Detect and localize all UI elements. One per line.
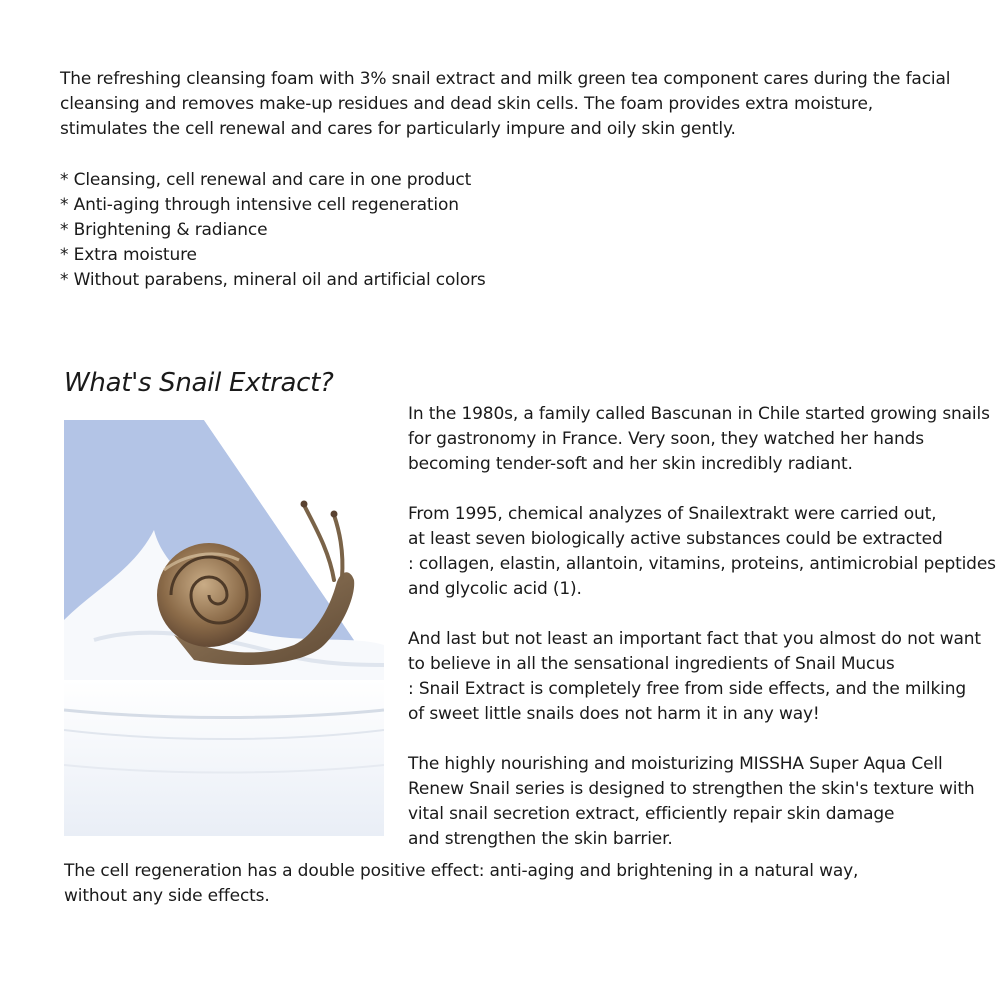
feature-item: * Cleansing, cell renewal and care in one product <box>60 170 472 190</box>
paragraph-history <box>408 402 998 477</box>
text-line: and strengthen the skin barrier. <box>408 829 673 849</box>
feature-list <box>60 168 486 293</box>
text-line: In the 1980s, a family called Bascunan in Chile started growing snails <box>408 404 990 424</box>
text-line: vital snail secretion extract, efficiently repair skin damage <box>408 804 895 824</box>
section-heading: What's Snail Extract? <box>64 368 334 398</box>
text-line: of sweet little snails does not harm it in any way! <box>408 704 820 724</box>
feature-item: * Without parabens, mineral oil and artificial colors <box>60 270 486 290</box>
text-line: From 1995, chemical analyzes of Snailextrakt were carried out, <box>408 504 937 524</box>
text-line: to believe in all the sensational ingredients of Snail Mucus <box>408 654 895 674</box>
snail-extract-text <box>408 402 998 852</box>
intro-line: cleansing and removes make-up residues and dead skin cells. The foam provides extra moisture, <box>60 94 874 114</box>
closing-line: without any side effects. <box>64 886 270 906</box>
paragraph-product <box>408 752 998 852</box>
closing-line: The cell regeneration has a double positive effect: anti-aging and brightening in a natural way, <box>64 861 859 881</box>
text-line: becoming tender-soft and her skin incredibly radiant. <box>408 454 853 474</box>
text-line: : collagen, elastin, allantoin, vitamins, proteins, antimicrobial peptides <box>408 554 996 574</box>
text-line: at least seven biologically active substances could be extracted <box>408 529 943 549</box>
intro-paragraph <box>60 67 980 142</box>
text-line: for gastronomy in France. Very soon, they watched her hands <box>408 429 924 449</box>
paragraph-analysis <box>408 502 998 602</box>
feature-item: * Brightening & radiance <box>60 220 268 240</box>
feature-item: * Extra moisture <box>60 245 197 265</box>
intro-line: The refreshing cleansing foam with 3% snail extract and milk green tea component cares during the facial <box>60 69 951 89</box>
closing-paragraph <box>64 859 964 909</box>
feature-item: * Anti-aging through intensive cell regeneration <box>60 195 459 215</box>
snail-cream-image <box>64 420 384 836</box>
text-line: and glycolic acid (1). <box>408 579 582 599</box>
intro-line: stimulates the cell renewal and cares for particularly impure and oily skin gently. <box>60 119 736 139</box>
text-line: The highly nourishing and moisturizing MISSHA Super Aqua Cell <box>408 754 943 774</box>
text-line: And last but not least an important fact that you almost do not want <box>408 629 981 649</box>
paragraph-safety <box>408 627 998 727</box>
text-line: Renew Snail series is designed to strengthen the skin's texture with <box>408 779 975 799</box>
text-line: : Snail Extract is completely free from side effects, and the milking <box>408 679 966 699</box>
